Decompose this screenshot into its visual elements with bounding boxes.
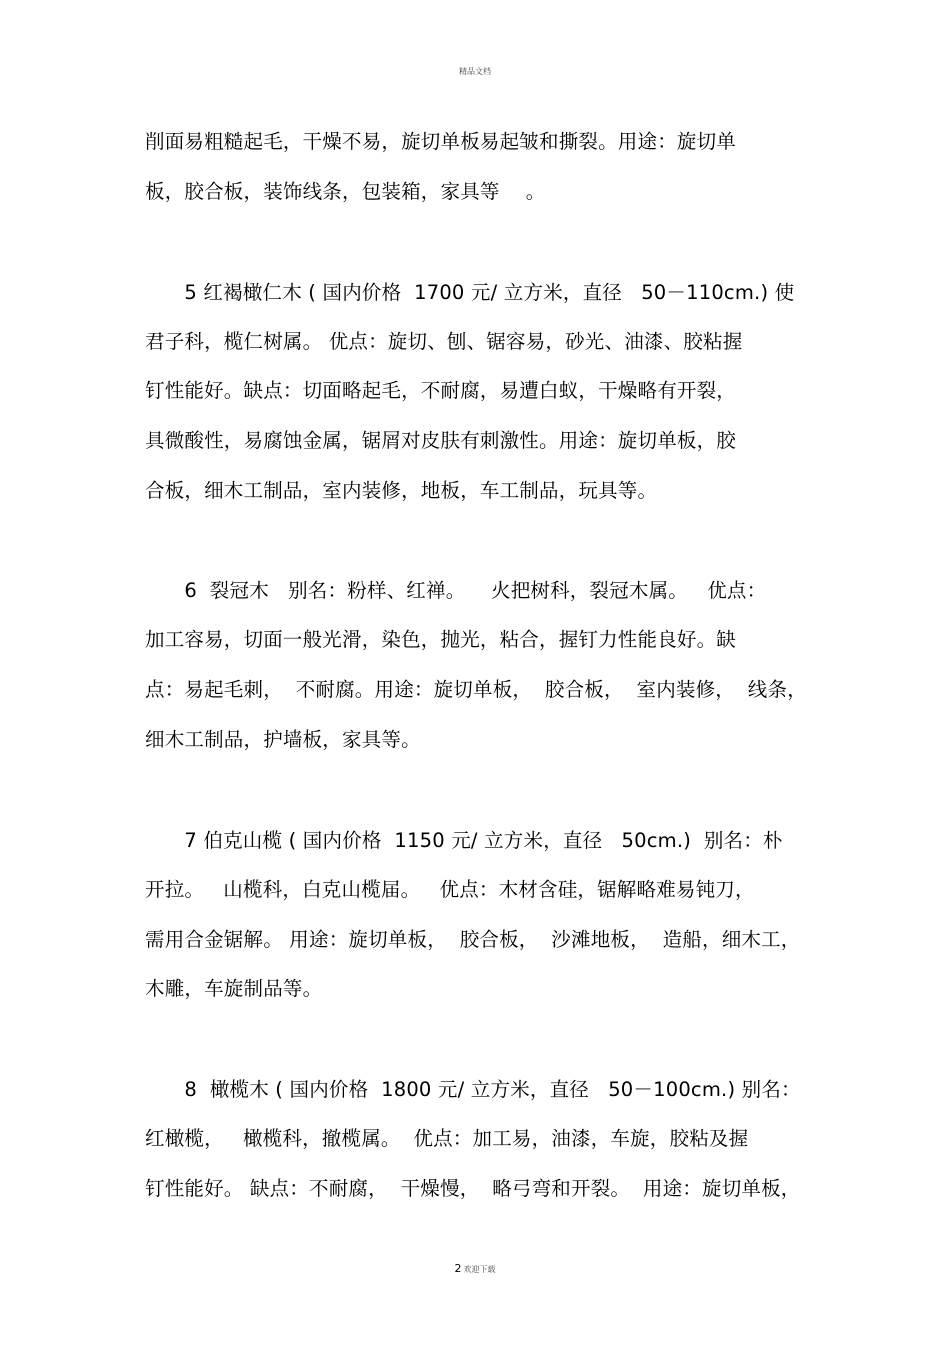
text-line: 合板，细木工制品，室内装修，地板，车工制品，玩具等。 [145,479,658,502]
text-line: 7 伯克山榄 ( 国内价格 1150 元/ 立方米，直径 50cm.) 别名：朴 [145,829,783,852]
footer-text: 欢迎下载 [463,1265,496,1274]
text-line: 6 裂冠木 别名：粉样、红禅。 火把树科，裂冠木属。 优点： [145,579,767,602]
text-line: 细木工制品，护墙板，家具等。 [145,728,421,751]
text-line: 木雕，车旋制品等。 [145,977,323,1000]
text-line: 红橄榄， 橄榄科，撤榄属。 优点：加工易，油漆，车旋，胶粘及握 [145,1127,749,1150]
page-footer [0,1257,950,1276]
text-line: 8 橄榄木 ( 国内价格 1800 元/ 立方米，直径 50－100cm.) 别名： [145,1078,801,1101]
text-line: 具微酸性，易腐蚀金属，锯屑对皮肤有刺激性。用途：旋切单板，胶 [145,429,737,452]
text-line: 板，胶合板，装饰线条，包装箱，家具等 。 [145,180,546,203]
text-line: 点：易起毛刺， 不耐腐。用途：旋切单板， 胶合板， 室内装修， 线条， [145,678,807,701]
text-line: 需用合金锯解。 用途：旋切单板， 胶合板， 沙滩地板， 造船，细木工， [145,928,801,951]
text-line: 君子科，榄仁树属。 优点：旋切、刨、锯容易，砂光、油漆、胶粘握 [145,330,743,353]
page-number: 2 [454,1262,462,1275]
page-header: 精品文档 [459,67,491,76]
text-line: 削面易粗糙起毛，干燥不易，旋切单板易起皱和撕裂。用途：旋切单 [145,130,737,153]
text-line: 开拉。 山榄科，白克山榄届。 优点：木材含硅，锯解略难易钝刀， [145,878,755,901]
text-line: 钉性能好。缺点：切面略起毛，不耐腐，易遭白蚁，干燥略有开裂， [145,379,737,402]
text-line: 5 红褐橄仁木 ( 国内价格 1700 元/ 立方米，直径 50－110cm.) 使 [145,281,795,304]
text-line: 钉性能好。 缺点：不耐腐， 干燥慢， 略弓弯和开裂。 用途：旋切单板， [145,1177,801,1200]
text-line: 加工容易，切面一般光滑，染色，抛光，粘合，握钉力性能良好。缺 [145,628,737,651]
